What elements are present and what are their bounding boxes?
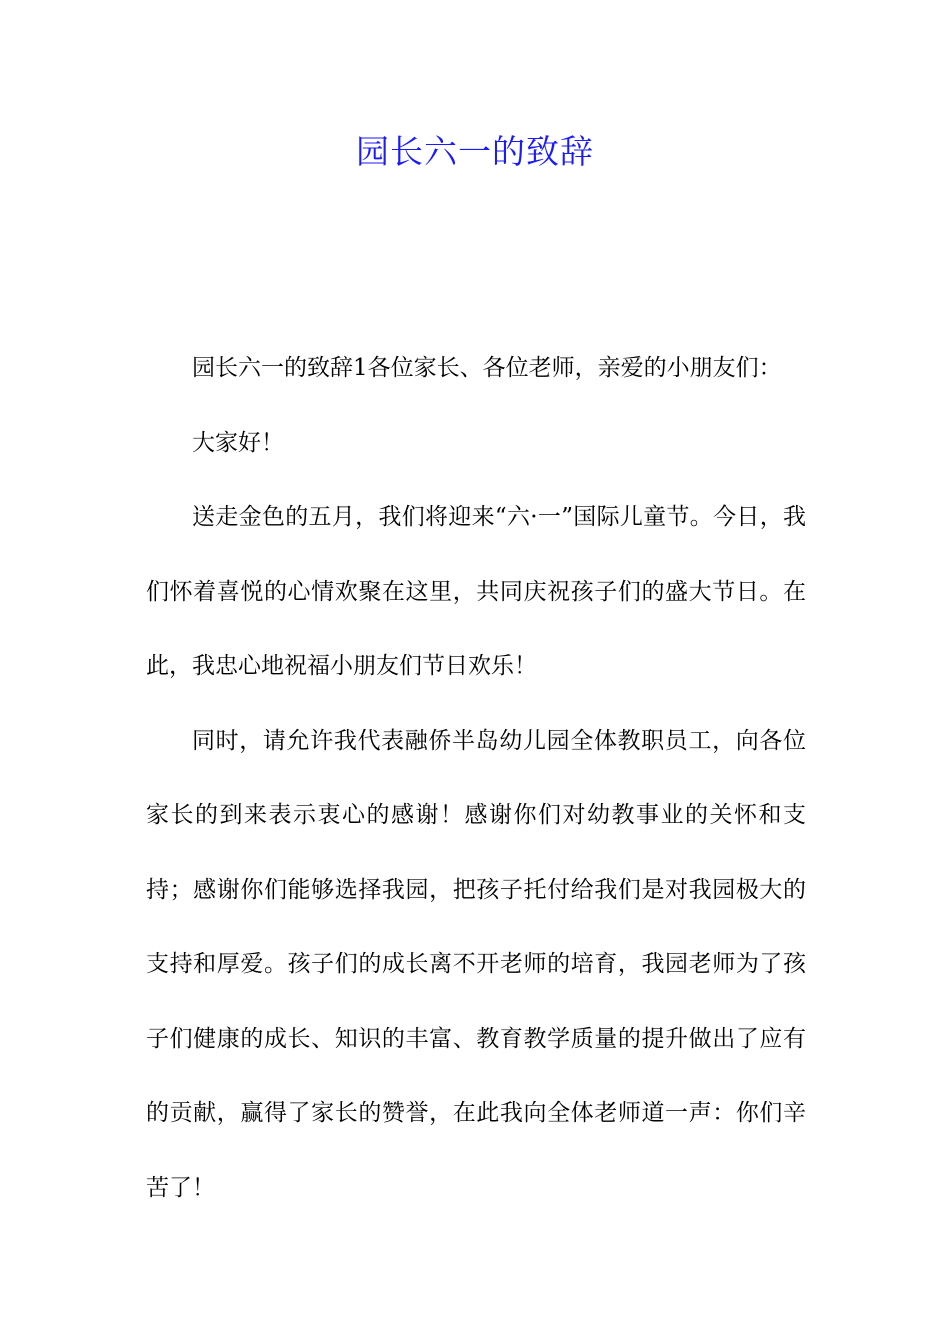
paragraph-childrens-day: 送走金色的五月，我们将迎来“六·一”国际儿童节。今日，我们怀着喜悦的心情欢聚在这里，共同庆祝孩子们的盛大节日。在此，我忠心地祝福小朋友们节日欢乐！: [146, 504, 806, 679]
document-title: 园长六一的致辞: [356, 132, 594, 171]
document-body: [146, 331, 806, 1225]
paragraph-greeting-address: 园长六一的致辞1各位家长、各位老师，亲爱的小朋友们：: [192, 355, 782, 381]
paragraph-thanks: 同时，请允许我代表融侨半岛幼儿园全体教职员工，向各位家长的到来表示衷心的感谢！感谢你们对幼教事业的关怀和支持；感谢你们能够选择我园，把孩子托付给我们是对我园极大的支持和厚爱。孩子们的成长离不开老师的培育，我园老师为了孩子们健康的成长、知识的丰富、教育教学质量的提升做出了应有的贡献，赢得了家长的赞誉，在此我向全体老师道一声：你们辛苦了！: [146, 727, 806, 1201]
paragraph-hello: 大家好！: [192, 429, 284, 456]
